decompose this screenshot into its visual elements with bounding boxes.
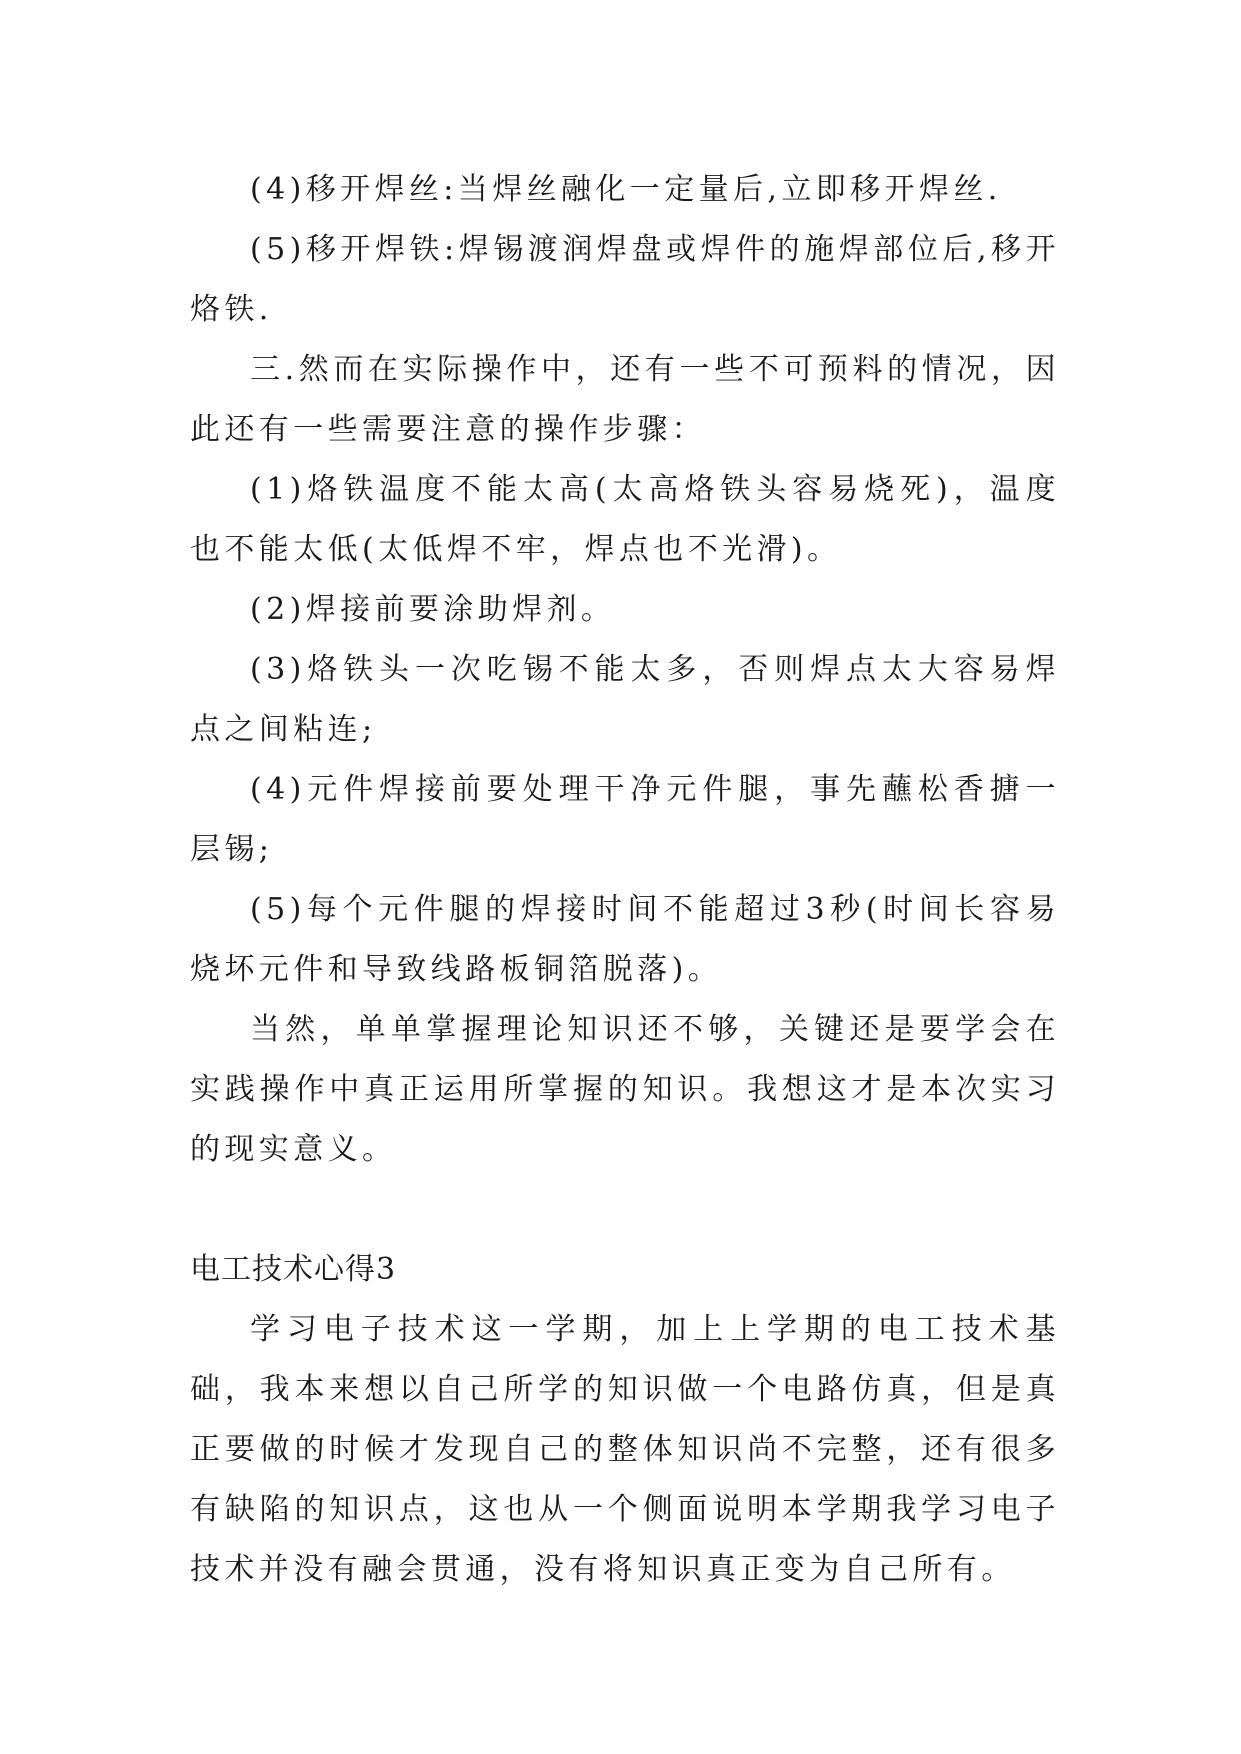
paragraph-note-1-temperature: (1)烙铁温度不能太高(太高烙铁头容易烧死)，温度也不能太低(太低焊不牢，焊点也不光滑)。 <box>190 472 1060 567</box>
paragraph-note-4-clean-leads: (4)元件焊接前要处理干净元件腿，事先蘸松香搪一层锡; <box>190 772 1060 867</box>
paragraph-section-three-intro: 三.然而在实际操作中，还有一些不可预料的情况，因此还有一些需要注意的操作步骤： <box>190 352 1060 447</box>
paragraph-step-5-remove-iron: (5)移开焊铁:焊锡渡润焊盘或焊件的施焊部位后,移开烙铁. <box>190 232 1060 327</box>
document-body <box>190 160 1060 1600</box>
paragraph-note-5-solder-time: (5)每个元件腿的焊接时间不能超过3秒(时间长容易烧坏元件和导致线路板铜箔脱落)。 <box>190 892 1060 987</box>
paragraph-note-2-flux: (2)焊接前要涂助焊剂。 <box>250 592 616 627</box>
paragraph-section-body: 学习电子技术这一学期，加上上学期的电工技术基础，我本来想以自己所学的知识做一个电路仿真，但是真正要做的时候才发现自己的整体知识尚不完整，还有很多有缺陷的知识点，这也从一个侧面说明本学期我学习电子技术并没有融会贯通，没有将知识真正变为自己所有。 <box>190 1312 1060 1587</box>
section-heading: 电工技术心得3 <box>190 1252 397 1287</box>
paragraph-conclusion: 当然，单单掌握理论知识还不够，关键还是要学会在实践操作中真正运用所掌握的知识。我想这才是本次实习的现实意义。 <box>190 1012 1060 1167</box>
paragraph-note-3-tin-amount: (3)烙铁头一次吃锡不能太多，否则焊点太大容易焊点之间粘连; <box>190 652 1060 747</box>
paragraph-step-4-remove-solder-wire: (4)移开焊丝:当焊丝融化一定量后,立即移开焊丝. <box>250 172 1002 207</box>
